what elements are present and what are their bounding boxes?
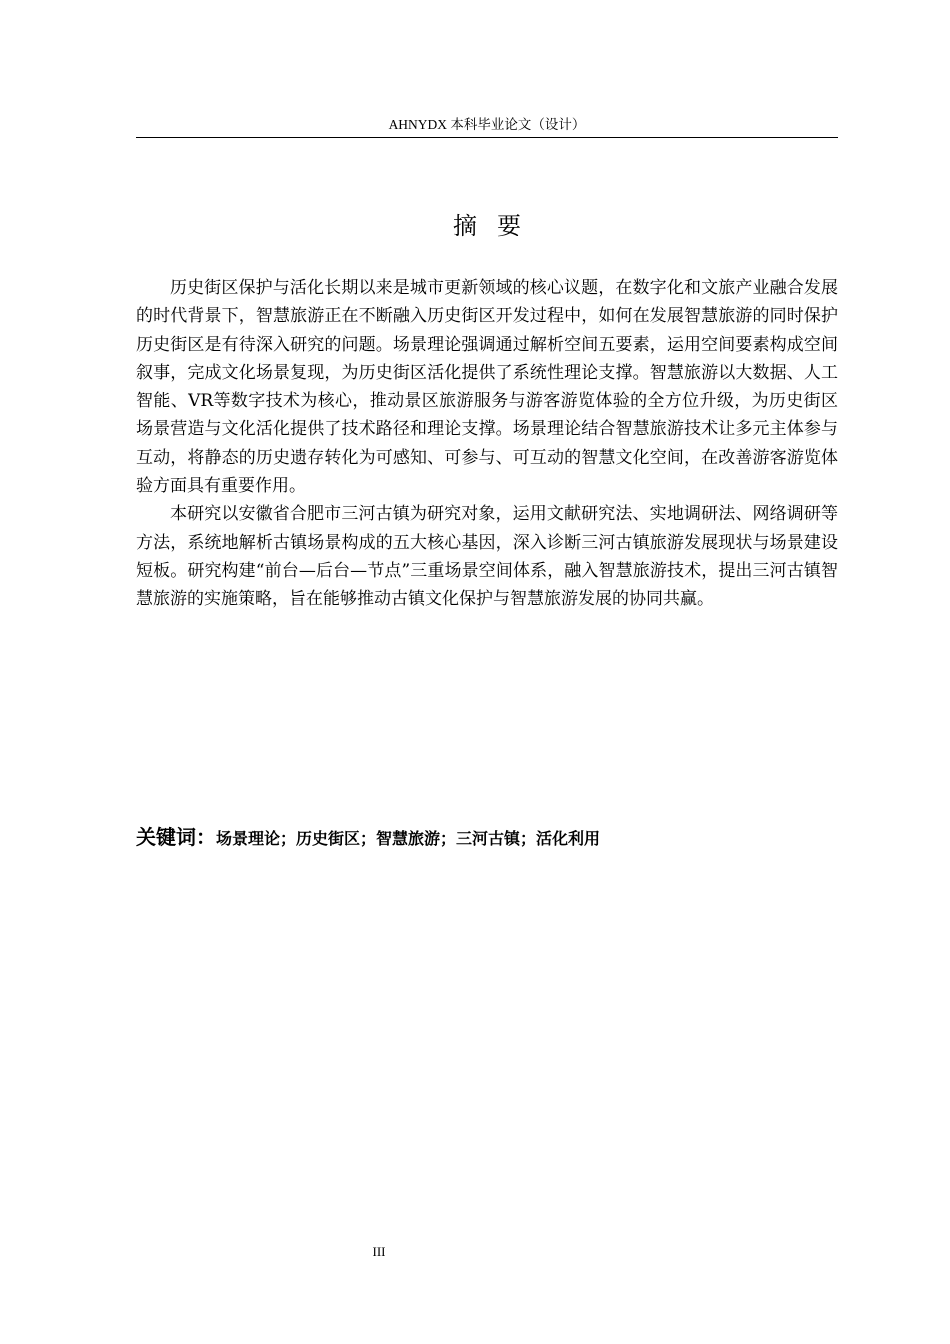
abstract-paragraph-1: 历史街区保护与活化长期以来是城市更新领域的核心议题，在数字化和文旅产业融合发展的时代背景下，智慧旅游正在不断融入历史街区开发过程中，如何在发展智慧旅游的同时保护历史街区是有待深入研究的问题。场景理论强调通过解析空间五要素，运用空间要素构成空间叙事，完成文化场景复现，为历史街区活化提供了系统性理论支撑。智慧旅游以大数据、人工智能、VR等数字技术为核心，推动景区旅游服务与游客游览体验的全方位升级，为历史街区场景营造与文化活化提供了技术路径和理论支撑。场景理论结合智慧旅游技术让多元主体参与互动，将静态的历史遗存转化为可感知、可参与、可互动的智慧文化空间，在改善游客游览体验方面具有重要作用。 <box>136 278 838 497</box>
keywords-text: 场景理论；历史街区；智慧旅游；三河古镇；活化利用 <box>216 829 601 848</box>
abstract-title: 摘要 <box>453 212 541 240</box>
abstract-body <box>136 274 838 614</box>
keywords-line <box>136 823 838 853</box>
header-rule <box>136 137 838 138</box>
keywords-label: 关键词： <box>136 825 216 849</box>
abstract-paragraph-2: 本研究以安徽省合肥市三河古镇为研究对象，运用文献研究法、实地调研法、网络调研等方法，系统地解析古镇场景构成的五大核心基因，深入诊断三河古镇旅游发展现状与场景建设短板。研究构建“前台—后台—节点”三重场景空间体系，融入智慧旅游技术，提出三河古镇智慧旅游的实施策略，旨在能够推动古镇文化保护与智慧旅游发展的协同共赢。 <box>136 504 838 610</box>
running-header: AHNYDX 本科毕业论文（设计） <box>388 117 586 132</box>
page-number: III <box>372 1244 386 1259</box>
